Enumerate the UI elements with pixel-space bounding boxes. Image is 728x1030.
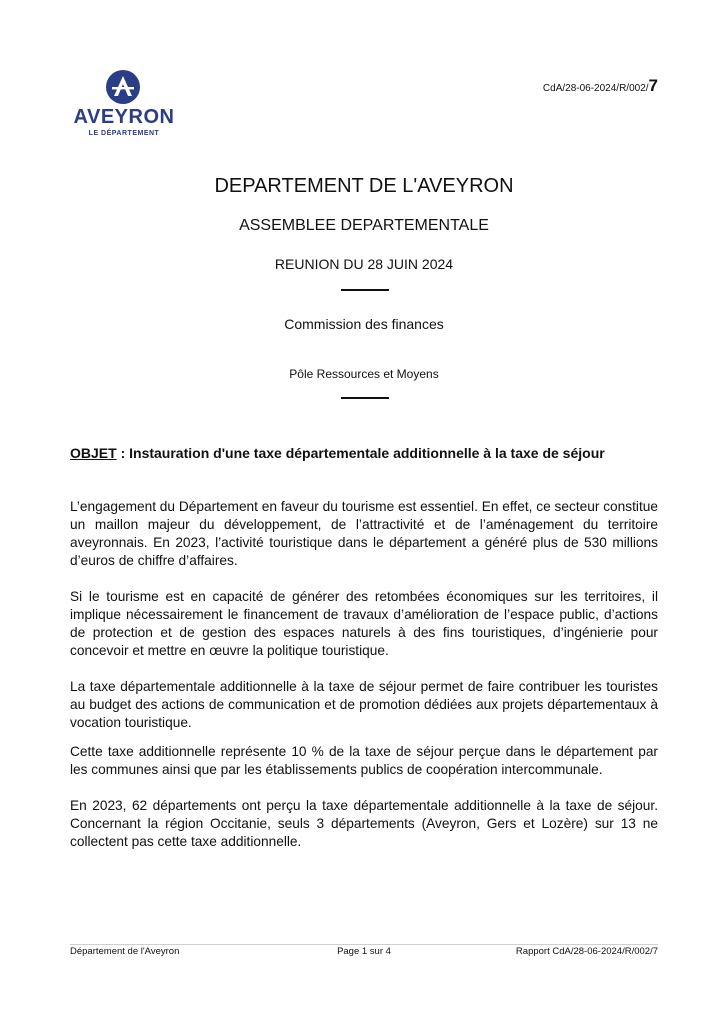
commission-name: Commission des finances — [284, 316, 444, 332]
paragraph: Cette taxe additionnelle représente 10 % de la taxe de séjour perçue dans le département par les communes ainsi que par les établissements publics de coopération intercommunale. — [70, 744, 658, 777]
logo-subtitle: LE DÉPARTEMENT — [88, 130, 160, 137]
department-title: DEPARTEMENT DE L'AVEYRON — [214, 175, 514, 197]
separator-dash — [341, 289, 389, 291]
paragraph: En 2023, 62 départements ont perçu la taxe départementale additionnelle à la taxe de séjour. Concernant la région Occitanie, seuls 3 départements (Aveyron, Gers et Lozère) sur 13 ne collectent pas cette taxe additionnelle. — [70, 798, 658, 849]
paragraph: La taxe départementale additionnelle à la taxe de séjour permet de faire contribuer les touristes au budget des actions de communication et de promotion dédiées aux projets départementaux à vocation touristique. — [70, 679, 658, 730]
reference-prefix: CdA/28-06-2024/R/002/ — [542, 83, 649, 94]
footer-divider — [70, 944, 658, 945]
assembly-title: ASSEMBLEE DEPARTEMENTALE — [239, 217, 489, 234]
separator-dash — [341, 397, 389, 399]
object-heading — [70, 445, 605, 461]
object-text: : Instauration d'une taxe départementale additionnelle à la taxe de séjour — [116, 445, 605, 461]
pole-name: Pôle Ressources et Moyens — [289, 367, 439, 381]
object-label: OBJET — [70, 445, 117, 461]
reference-number: 7 — [648, 76, 658, 95]
paragraph: L’engagement du Département en faveur du tourisme est essentiel. En effet, ce secteur constitue un maillon majeur du développement, de l’attractivité et de l’aménagement du territoire aveyronnais. En 2023, l’activité touristique dans le département a généré plus de 530 millions d’euros de chiffre d’affaires. — [70, 499, 658, 568]
paragraph: Si le tourisme est en capacité de générer des retombées économiques sur les territoires, il implique nécessairement le financement de travaux d’amélioration de l’espace public, d’actions de protection et de gestion des espaces naturels à des fins touristiques, d’ingénierie pour concevoir et mettre en œuvre la politique touristique. — [70, 589, 658, 658]
meeting-date: REUNION DU 28 JUIN 2024 — [274, 256, 454, 272]
logo-emblem-icon — [106, 70, 140, 104]
aveyron-logo — [66, 70, 182, 142]
footer-page-number: Page 1 sur 4 — [337, 946, 391, 957]
footer-left: Département de l'Aveyron — [70, 946, 180, 957]
footer-right: Rapport CdA/28-06-2024/R/002/7 — [515, 946, 658, 957]
logo-wordmark: AVEYRON — [73, 106, 175, 128]
document-reference — [543, 76, 658, 96]
